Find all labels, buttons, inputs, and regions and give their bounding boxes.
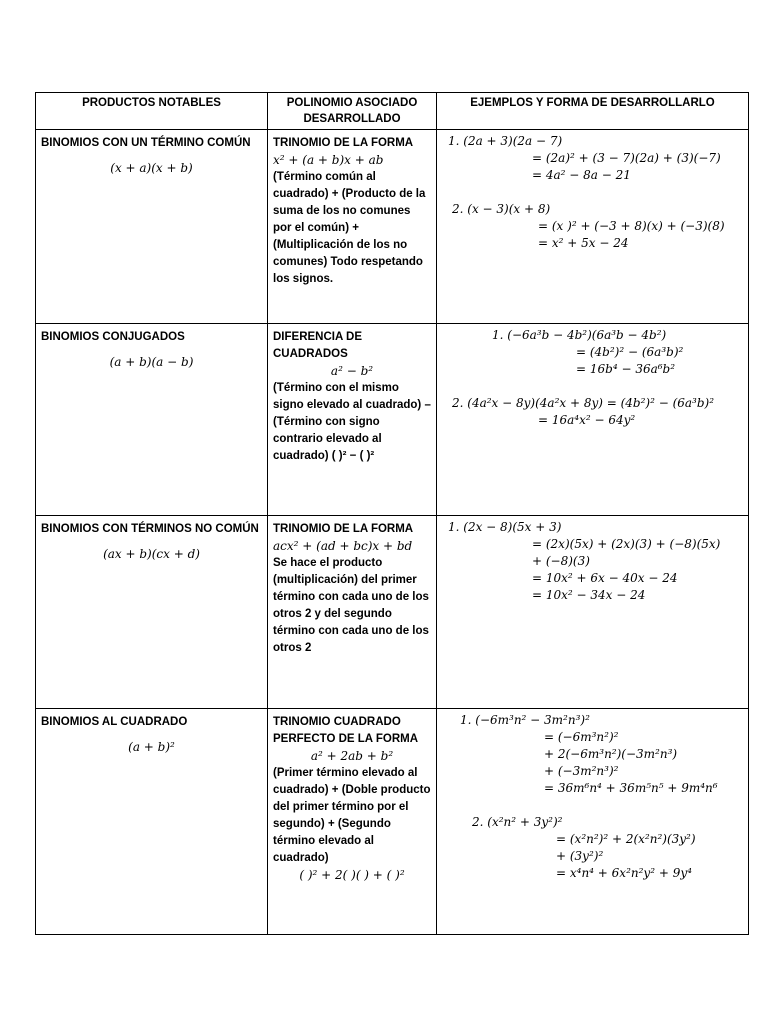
- polynomial-formula: x² + (a + b)x + ab: [273, 153, 384, 167]
- example-line: 2. (4a²x − 8y)(4a²x + 8y) = (4b²)² − (6a³b)²: [452, 396, 715, 410]
- example-line: = (x )² + (−3 + 8)(x) + (−3)(8): [538, 219, 725, 233]
- examples-cell: [437, 516, 749, 709]
- product-name: BINOMIOS AL CUADRADO: [41, 716, 188, 728]
- product-formula: (a + b)²: [128, 740, 175, 754]
- table-row: [36, 709, 749, 935]
- polynomial-cell: [268, 516, 437, 709]
- product-cell: [36, 709, 268, 935]
- example-line: + (3y²)²: [556, 849, 604, 863]
- example-line: = (2x)(5x) + (2x)(3) + (−8)(5x): [532, 537, 721, 551]
- polynomial-description: (Primer término elevado al cuadrado) + (Doble producto del primer término por el segundo) + (Segundo término elevado al cuadrado): [273, 767, 431, 864]
- table-row: [36, 130, 749, 324]
- example-spacer: [442, 184, 743, 201]
- example-line: + (−8)(3): [532, 554, 590, 568]
- polynomial-description: (Término con el mismo signo elevado al cuadrado) – (Término con signo contrario elevado al cuadrado) ( )² − ( )²: [273, 382, 431, 462]
- examples-cell: [437, 130, 749, 324]
- example-line: = (4b²)² − (6a³b)²: [576, 345, 684, 359]
- notable-products-table: [35, 92, 749, 935]
- product-cell: [36, 324, 268, 516]
- polynomial-cell: [268, 130, 437, 324]
- polynomial-formula: a² − b²: [330, 364, 374, 378]
- example-line: = 10x² + 6x − 40x − 24: [532, 571, 678, 585]
- table-row: [36, 516, 749, 709]
- polynomial-title: DIFERENCIA DE CUADRADOS: [273, 331, 363, 360]
- example-line: 1. (−6m³n² − 3m²n³)²: [460, 713, 590, 727]
- polynomial-title: TRINOMIO DE LA FORMA: [273, 137, 414, 149]
- example-line: = x² + 5x − 24: [538, 236, 629, 250]
- polynomial-description: Se hace el producto (multiplicación) del primer término con cada uno de los otros 2 y del segundo término con cada uno de los otros 2: [273, 557, 429, 654]
- product-name: BINOMIOS CON UN TÉRMINO COMÚN: [41, 137, 251, 149]
- example-line: 1. (−6a³b − 4b²)(6a³b − 4b²): [492, 328, 667, 342]
- example-line: 1. (2a + 3)(2a − 7): [448, 134, 563, 148]
- example-line: = (−6m³n²)²: [544, 730, 619, 744]
- example-line: = 10x² − 34x − 24: [532, 588, 646, 602]
- example-spacer: [442, 797, 743, 814]
- product-cell: [36, 516, 268, 709]
- example-line: 1. (2x − 8)(5x + 3): [448, 520, 562, 534]
- example-line: = 4a² − 8a − 21: [532, 168, 631, 182]
- polynomial-description: (Término común al cuadrado) + (Producto de la suma de los no comunes por el común) + (Multiplicación de los no comunes) Todo respetando los signos.: [273, 171, 426, 285]
- examples-cell: [437, 324, 749, 516]
- polynomial-template: ( )² + 2( )( ) + ( )²: [299, 868, 405, 882]
- example-line: = 16a⁴x² − 64y²: [538, 413, 636, 427]
- polynomial-cell: [268, 709, 437, 935]
- example-line: = 16b⁴ − 36a⁶b²: [576, 362, 676, 376]
- polynomial-title: TRINOMIO DE LA FORMA: [273, 523, 414, 535]
- polynomial-title: TRINOMIO CUADRADO PERFECTO DE LA FORMA: [273, 716, 419, 745]
- product-formula: (a + b)(a − b): [109, 355, 194, 369]
- polynomial-formula: acx² + (ad + bc)x + bd: [273, 539, 413, 553]
- product-name: BINOMIOS CONJUGADOS: [41, 331, 185, 343]
- product-cell: [36, 130, 268, 324]
- example-line: = (x²n²)² + 2(x²n²)(3y²): [556, 832, 696, 846]
- example-line: = x⁴n⁴ + 6x²n²y² + 9y⁴: [556, 866, 692, 880]
- table-row: [36, 324, 749, 516]
- product-formula: (ax + b)(cx + d): [103, 547, 200, 561]
- example-spacer: [442, 378, 743, 395]
- examples-cell: [437, 709, 749, 935]
- polynomial-formula: a² + 2ab + b²: [310, 749, 394, 763]
- header-products: PRODUCTOS NOTABLES: [36, 93, 268, 130]
- header-examples: EJEMPLOS Y FORMA DE DESARROLLARLO: [437, 93, 749, 130]
- header-polynomial: POLINOMIO ASOCIADO DESARROLLADO: [268, 93, 437, 130]
- example-line: = (2a)² + (3 − 7)(2a) + (3)(−7): [532, 151, 721, 165]
- example-line: + 2(−6m³n²)(−3m²n³): [544, 747, 678, 761]
- example-line: + (−3m²n³)²: [544, 764, 619, 778]
- header-row: [36, 93, 749, 130]
- example-line: 2. (x − 3)(x + 8): [452, 202, 551, 216]
- example-line: = 36m⁶n⁴ + 36m⁵n⁵ + 9m⁴n⁶: [544, 781, 718, 795]
- product-name: BINOMIOS CON TÉRMINOS NO COMÚN: [41, 523, 259, 535]
- product-formula: (x + a)(x + b): [110, 161, 193, 175]
- polynomial-cell: [268, 324, 437, 516]
- example-line: 2. (x²n² + 3y²)²: [472, 815, 563, 829]
